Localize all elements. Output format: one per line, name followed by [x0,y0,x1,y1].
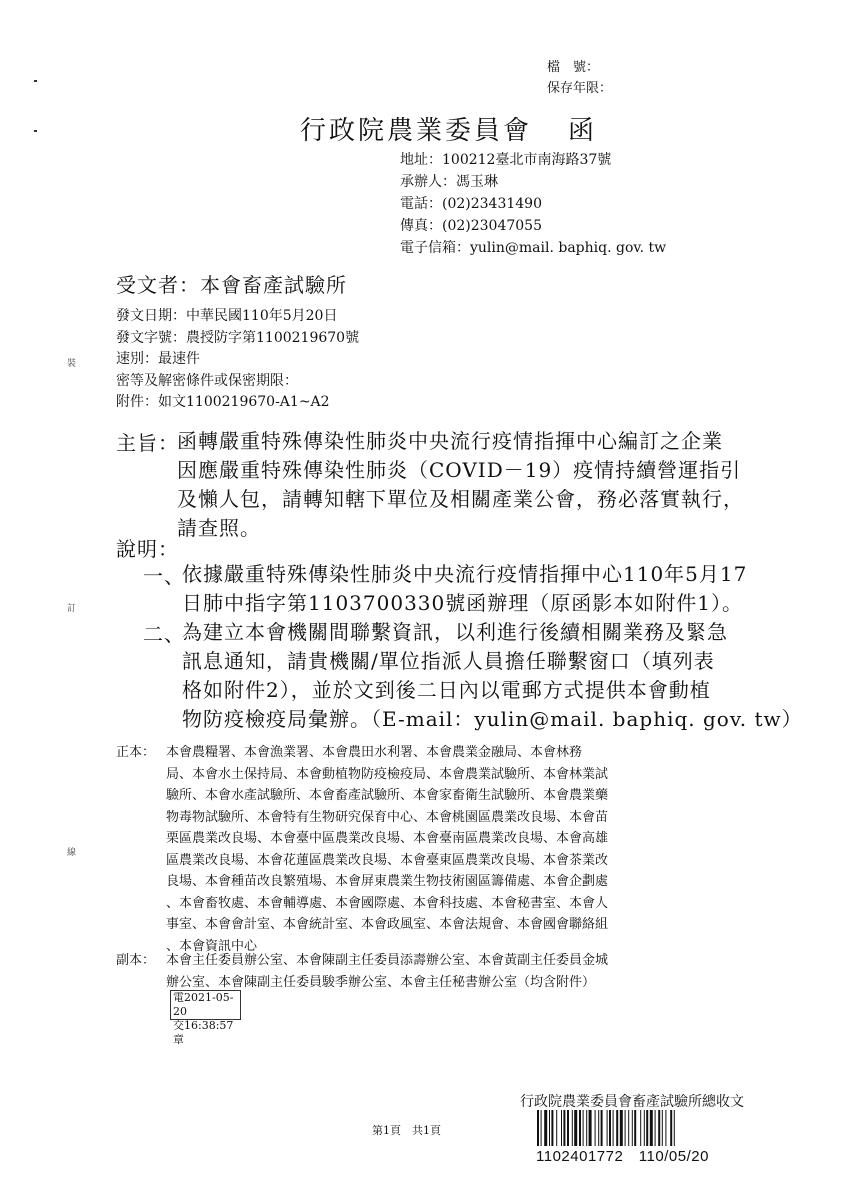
margin-dot [34,80,37,82]
main-recipients [166,742,608,957]
speed: 速別：最速件 [116,351,200,367]
explanation-line: 為建立本會機關間聯繫資訊，以利進行後續相關業務及緊急 [182,620,728,644]
page-number: 第1頁 共1頁 [372,1124,441,1137]
recipient-line: 局、本會水土保持局、本會動植物防疫檢疫局、本會農業試驗所、本會林業試 [166,766,609,782]
main-recipients-label: 正本： [116,745,156,760]
recipient-line: 事室、本會會計室、本會統計室、本會政風室、本會法規會、本會國會聯絡組 [166,917,609,932]
subject-line: 請查照。 [177,516,261,540]
recipient-line: 栗區農業改良場、本會臺中區農業改良場、本會臺南區農業改良場、本會高雄 [166,831,609,846]
copy-recipients [166,950,608,993]
meta-block [116,306,359,414]
issue-date: 發文日期：中華民國110年5月20日 [116,308,338,324]
explanation-line: 依據嚴重特殊傳染性肺炎中央流行疫情指揮中心110年5月17 [182,562,748,586]
explanation-line: 日肺中指字第1103700330號函辦理（原函影本如附件1）。 [182,591,743,615]
doc-number: 發文字號：農授防字第1100219670號 [116,329,360,346]
explanation-line: 物防疫檢疫局彙辦。（E-mail：yulin@mail. baphiq. gov. tw） [182,707,803,731]
recipient: 受文者：本會畜產試驗所 [116,273,347,297]
margin-dot [34,130,37,132]
address: 地址：100212臺北市南海路37號 [400,152,612,168]
handler: 承辦人：馮玉琳 [400,174,498,190]
recipient-line: 本會農糧署、本會漁業署、本會農田水利署、本會農業金融局、本會林務 [166,745,583,760]
explanation-label: 說明： [116,537,179,561]
subject-label: 主旨： [116,431,179,455]
receipt-title: 行政院農業委員會畜產試驗所總收文 [520,1094,744,1110]
recipient-line: 驗所、本會水產試驗所、本會畜產試驗所、本會家畜衛生試驗所、本會農業藥 [166,788,609,803]
explanation-line: 訊息通知，請貴機關/單位指派人員擔任聯繫窗口（填列表 [182,649,715,673]
subject-line: 函轉嚴重特殊傳染性肺炎中央流行疫情指揮中心編訂之企業 [177,429,723,453]
document-title [300,110,597,147]
barcode-number: 1102401772 110/05/20 [536,1148,709,1165]
email: 電子信箱：yulin@mail. baphiq. gov. tw [400,240,667,256]
file-number-label: 檔 號： [547,60,600,75]
explanation-item-1 [182,560,747,618]
explanation-item-2 [182,618,803,734]
recipient-line: 、本會資訊中心 [166,938,258,954]
subject-body [177,427,744,543]
item-number-2: 二、 [143,622,185,646]
org-name: 行政院農業委員會 [300,116,533,146]
explanation-line: 格如附件2），並於文到後二日內以電郵方式提供本會動植 [182,678,711,702]
electronic-stamp [170,990,241,1046]
fax: 傳真：(02)23047055 [400,218,542,234]
barcode [537,1110,747,1146]
attachments: 附件：如文1100219670-A1~A2 [116,394,330,410]
subject-line: 及懶人包，請轉知轄下單位及相關產業公會，務必落實執行， [177,487,744,511]
stamp-line: 交16:38:57章 [173,1019,234,1046]
binding-mark-zhuang: 裝 [67,359,77,369]
doc-type: 函 [568,116,598,146]
phone: 電話：(02)23431490 [400,196,542,212]
recipient-line: 、本會畜牧處、本會輔導處、本會國際處、本會科技處、本會秘書室、本會人 [166,895,609,911]
stamp-line: 電2021-05-20 [173,991,234,1018]
recipient-line: 本會主任委員辦公室、本會陳副主任委員添壽辦公室、本會黃副主任委員金城 [166,953,609,968]
recipient-line: 辦公室、本會陳副主任委員駿季辦公室、本會主任秘書辦公室（均含附件） [166,974,596,990]
retention-period-label: 保存年限： [547,81,613,96]
subject-line: 因應嚴重特殊傳染性肺炎（COVID－19）疫情持續營運指引 [177,458,742,482]
item-number-1: 一、 [143,564,185,588]
binding-mark-ding: 訂 [67,604,77,614]
security-level: 密等及解密條件或保密期限： [116,372,298,389]
binding-mark-xian: 線 [67,848,77,858]
recipient-line: 良場、本會種苗改良繁殖場、本會屏東農業生物技術園區籌備處、本會企劃處 [166,874,609,889]
recipient-line: 區農業改良場、本會花蓮區農業改良場、本會臺東區農業改良場、本會茶業改 [166,852,609,868]
contact-block [400,149,666,259]
copy-recipients-label: 副本： [116,953,156,968]
recipient-line: 物毒物試驗所、本會特有生物研究保育中心、本會桃園區農業改良場、本會苗 [166,809,609,825]
